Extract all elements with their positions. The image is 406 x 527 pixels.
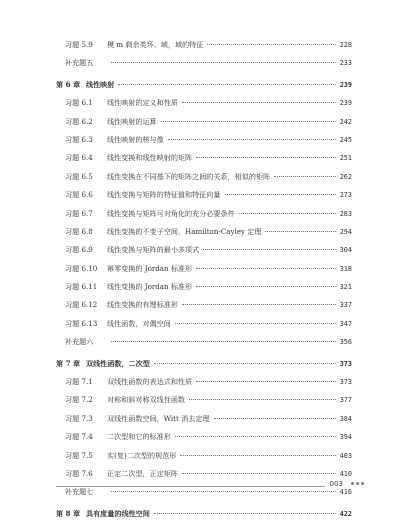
toc-chapter-entry[interactable]	[56, 359, 352, 377]
toc-entry[interactable]	[56, 40, 352, 58]
toc-entry-title: 双线性函数空间，Witt 消去定理	[107, 413, 210, 423]
toc-entry-number: 习题 6.13	[65, 318, 98, 328]
toc-leader-dots	[196, 157, 336, 158]
toc-entry-number: 习题 7.2	[65, 395, 93, 405]
toc-entry-title: 线性映射的运算	[107, 116, 157, 126]
toc-entry[interactable]	[56, 264, 352, 282]
toc-supplement-entry[interactable]	[56, 337, 352, 355]
toc-leader-dots	[118, 84, 335, 85]
toc-entry-title: 模 m 剩余类环，域，域的特征	[107, 40, 204, 49]
toc-leader-dots	[196, 268, 336, 269]
footer-rule	[56, 486, 336, 487]
toc-entry-title: 线性变换与矩阵可对角化的充分必要条件	[107, 208, 235, 218]
toc-entry-page: 373	[339, 378, 352, 387]
toc-entry-title: 线性变换与矩阵的最小多项式	[107, 245, 200, 255]
toc-entry[interactable]	[56, 414, 352, 432]
toc-entry-number: 习题 6.7	[65, 208, 93, 218]
toc-entry-page: 283	[339, 209, 352, 218]
toc-leader-dots	[168, 139, 336, 140]
toc-entry-number: 补充题六	[65, 337, 94, 347]
toc-entry-page: 422	[339, 509, 352, 518]
toc-entry-title: 二次型和它的标准形	[107, 432, 171, 442]
toc-entry-page: 251	[339, 154, 352, 163]
toc-entry[interactable]	[56, 282, 352, 300]
toc-leader-dots	[154, 513, 336, 514]
toc-entry-title: 线性变换的 Jordan 标准形	[107, 282, 193, 292]
toc-entry-number: 习题 7.4	[65, 432, 93, 442]
toc-leader-dots	[189, 399, 336, 400]
toc-entry-number: 补充题五	[65, 58, 94, 68]
toc-entry[interactable]	[56, 451, 352, 469]
toc-leader-dots	[175, 436, 336, 437]
toc-entry[interactable]	[56, 153, 352, 171]
toc-entry-page: 410	[339, 469, 352, 478]
toc-entry-number: 习题 5.9	[65, 40, 93, 49]
toc-entry-page: 242	[339, 117, 352, 126]
toc-entry-title: 对称和斜对称双线性函数	[107, 395, 186, 405]
toc-entry-title: 线性变换的不变子空间，Hamilton-Cayley 定理	[107, 226, 262, 236]
toc-entry-page: 356	[339, 338, 352, 347]
toc-leader-dots	[161, 121, 336, 122]
toc-entry-page: 262	[339, 172, 352, 181]
toc-entry-number: 习题 6.2	[65, 116, 93, 126]
toc-leader-dots	[180, 455, 335, 456]
toc-entry-title: 具有度量的线性空间	[86, 508, 150, 518]
toc-entry-page: 304	[339, 246, 352, 255]
toc-leader-dots	[182, 304, 336, 305]
toc-entry-number: 第 8 章	[56, 508, 81, 518]
toc-entry[interactable]	[56, 172, 352, 190]
toc-entry[interactable]	[56, 432, 352, 450]
toc-entry-number: 习题 6.9	[65, 245, 93, 255]
toc-entry-number: 习题 6.11	[65, 282, 98, 292]
toc-entry-number: 第 7 章	[56, 358, 81, 368]
toc-entry-number: 第 6 章	[56, 79, 81, 89]
toc-entry-title: 正定二次型，正定矩阵	[107, 468, 178, 478]
toc-leader-dots	[182, 473, 336, 474]
toc-entry-number: 习题 6.6	[65, 190, 93, 200]
toc-entry-number: 习题 7.1	[65, 377, 93, 387]
toc-leader-dots	[196, 286, 336, 287]
toc-leader-dots	[274, 176, 336, 177]
toc-entry-page: 228	[339, 41, 352, 49]
toc-entry-number: 习题 6.4	[65, 153, 93, 163]
toc-entry-page: 403	[339, 451, 352, 460]
toc-entry-number: 习题 6.5	[65, 171, 93, 181]
toc-entry-number: 习题 6.10	[65, 263, 98, 273]
toc-entry-page: 384	[339, 414, 352, 423]
toc-entry-page: 245	[339, 135, 352, 144]
toc-entry[interactable]	[56, 209, 352, 227]
page-number: 003	[325, 480, 348, 488]
toc-leader-dots	[111, 341, 336, 342]
toc-entry-page: 394	[339, 433, 352, 442]
toc-leader-dots	[182, 102, 336, 103]
toc-entry-page: 416	[339, 488, 352, 497]
toc-leader-dots	[196, 381, 336, 382]
toc-entry-title: 幂零变换的 Jordan 标准形	[107, 263, 193, 273]
toc-entry-title: 线性函数，对偶空间	[107, 318, 171, 328]
toc-leader-dots	[265, 231, 335, 232]
toc-entry-number: 习题 6.8	[65, 226, 93, 236]
toc-entry[interactable]	[56, 227, 352, 245]
toc-leader-dots	[239, 213, 336, 214]
toc-leader-dots	[214, 418, 336, 419]
toc-chapter-entry[interactable]	[56, 509, 352, 527]
toc-entry-page: 294	[339, 227, 352, 236]
toc-entry-number: 习题 6.1	[65, 98, 93, 108]
toc-entry[interactable]	[56, 135, 352, 153]
toc-leader-dots	[203, 249, 336, 250]
toc-leader-dots	[207, 44, 335, 45]
toc-entry[interactable]	[56, 98, 352, 116]
table-of-contents	[56, 40, 352, 527]
toc-entry-title: 双线性函数，二次型	[86, 358, 150, 368]
toc-supplement-entry[interactable]	[56, 58, 352, 76]
toc-entry-page: 377	[339, 396, 352, 405]
toc-entry-title: 线性变换在不同基下的矩阵之间的关系，相似的矩阵	[107, 171, 271, 181]
toc-entry-page: 239	[339, 99, 352, 108]
toc-entry-number: 习题 7.5	[65, 450, 93, 460]
toc-leader-dots	[175, 323, 336, 324]
toc-chapter-entry[interactable]	[56, 80, 352, 98]
toc-entry-number: 习题 7.6	[65, 468, 93, 478]
toc-entry-page: 318	[339, 264, 352, 273]
toc-entry-title: 线性映射	[86, 79, 115, 89]
toc-entry-page: 273	[339, 191, 352, 200]
toc-entry-title: 线性映射的定义和性质	[107, 98, 178, 108]
toc-entry[interactable]	[56, 117, 352, 135]
toc-entry-title: 实(复)二次型的规范形	[107, 450, 177, 460]
toc-entry-page: 321	[339, 283, 352, 292]
toc-entry-number: 习题 6.12	[65, 300, 98, 310]
toc-entry-page: 337	[339, 301, 352, 310]
toc-entry-page: 239	[339, 80, 352, 89]
toc-entry-number: 补充题七	[65, 487, 94, 497]
toc-entry-page: 373	[339, 359, 352, 368]
toc-entry-title: 线性变换和线性映射的矩阵	[107, 153, 193, 163]
page-footer	[0, 480, 406, 492]
toc-entry[interactable]	[56, 319, 352, 337]
toc-entry-title: 线性变换与矩阵的特征值和特征向量	[107, 190, 221, 200]
toc-entry-title: 双线性函数的表达式和性质	[107, 377, 193, 387]
toc-entry[interactable]	[56, 190, 352, 208]
toc-entry-page: 347	[339, 319, 352, 328]
toc-entry-page: 233	[339, 59, 352, 68]
toc-entry-number: 习题 6.3	[65, 134, 93, 144]
toc-entry-title: 线性变换的有理标准形	[107, 300, 178, 310]
toc-leader-dots	[154, 363, 336, 364]
toc-leader-dots	[111, 62, 336, 63]
footer-dots	[351, 482, 364, 485]
toc-entry[interactable]	[56, 300, 352, 318]
toc-leader-dots	[225, 194, 336, 195]
toc-entry[interactable]	[56, 377, 352, 395]
toc-entry-title: 线性映射的核与像	[107, 134, 164, 144]
toc-entry-number: 习题 7.3	[65, 413, 93, 423]
toc-entry[interactable]	[56, 245, 352, 263]
toc-entry[interactable]	[56, 395, 352, 413]
